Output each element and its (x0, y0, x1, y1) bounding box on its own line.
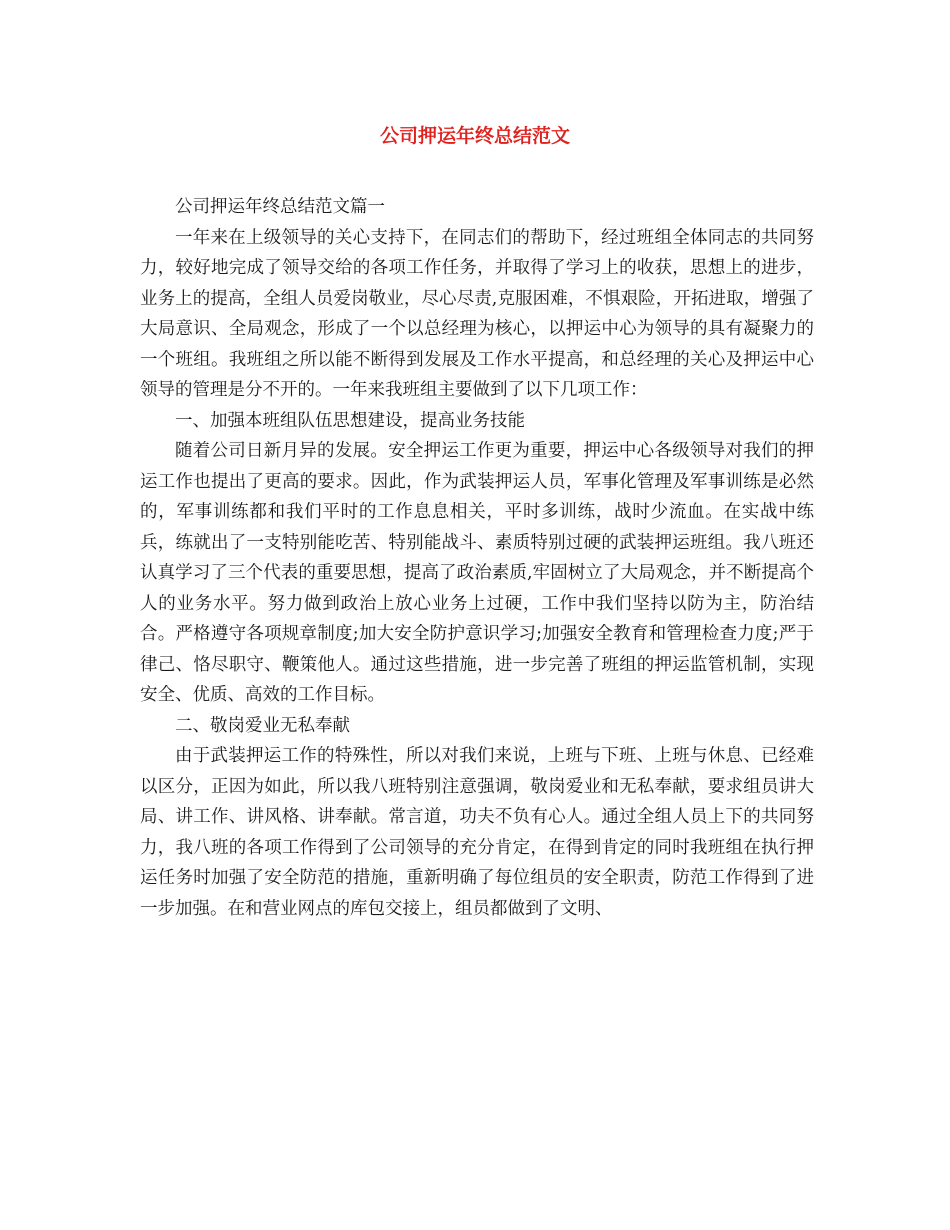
body-paragraph: 随着公司日新月异的发展。安全押运工作更为重要，押运中心各级领导对我们的押运工作也提出了更高的要求。因此，作为武装押运人员，军事化管理及军事训练是必然的，军事训练都和我们平时的工作息息相关，平时多训练，战时少流血。在实战中练兵，练就出了一支特别能吃苦、特别能战斗、素质特别过硬的武装押运班组。我八班还认真学习了三个代表的重要思想，提高了政治素质,牢固树立了大局观念，并不断提高个人的业务水平。努力做到政治上放心业务上过硬，工作中我们坚持以防为主，防治结合。严格遵守各项规章制度;加大安全防护意识学习;加强安全教育和管理检查力度;严于律己、恪尽职守、鞭策他人。通过这些措施，进一步完善了班组的押运监管机制，实现安全、优质、高效的工作目标。 (140, 441, 814, 705)
section-heading: 公司押运年终总结范文篇一 (175, 197, 385, 217)
document-title: 公司押运年终总结范文 (379, 125, 570, 147)
section-heading: 二、敬岗爱业无私奉献 (175, 715, 350, 736)
body-paragraph: 由于武装押运工作的特殊性，所以对我们来说，上班与下班、上班与休息、已经难以区分，正因为如此，所以我八班特别注意强调，敬岗爱业和无私奉献，要求组员讲大局、讲工作、讲风格、讲奉献。常言道，功夫不负有心人。通过全组人员上下的共同努力，我八班的各项工作得到了公司领导的充分肯定，在得到肯定的同时我班组在执行押运任务时加强了安全防范的措施，重新明确了每位组员的安全职责，防范工作得到了进一步加强。在和营业网点的库包交接上，组员都做到了文明、 (140, 746, 814, 919)
document-body (140, 192, 814, 924)
section-heading: 一、加强本班组队伍思想建设，提高业务技能 (175, 410, 525, 431)
body-paragraph: 一年来在上级领导的关心支持下，在同志们的帮助下，经过班组全体同志的共同努力，较好地完成了领导交给的各项工作任务，并取得了学习上的收获，思想上的进步，业务上的提高，全组人员爱岗敬业，尽心尽责,克服困难，不惧艰险，开拓进取，增强了大局意识、全局观念，形成了一个以总经理为核心，以押运中心为领导的具有凝聚力的一个班组。我班组之所以能不断得到发展及工作水平提高，和总经理的关心及押运中心领导的管理是分不开的。一年来我班组主要做到了以下几项工作： (140, 227, 814, 400)
